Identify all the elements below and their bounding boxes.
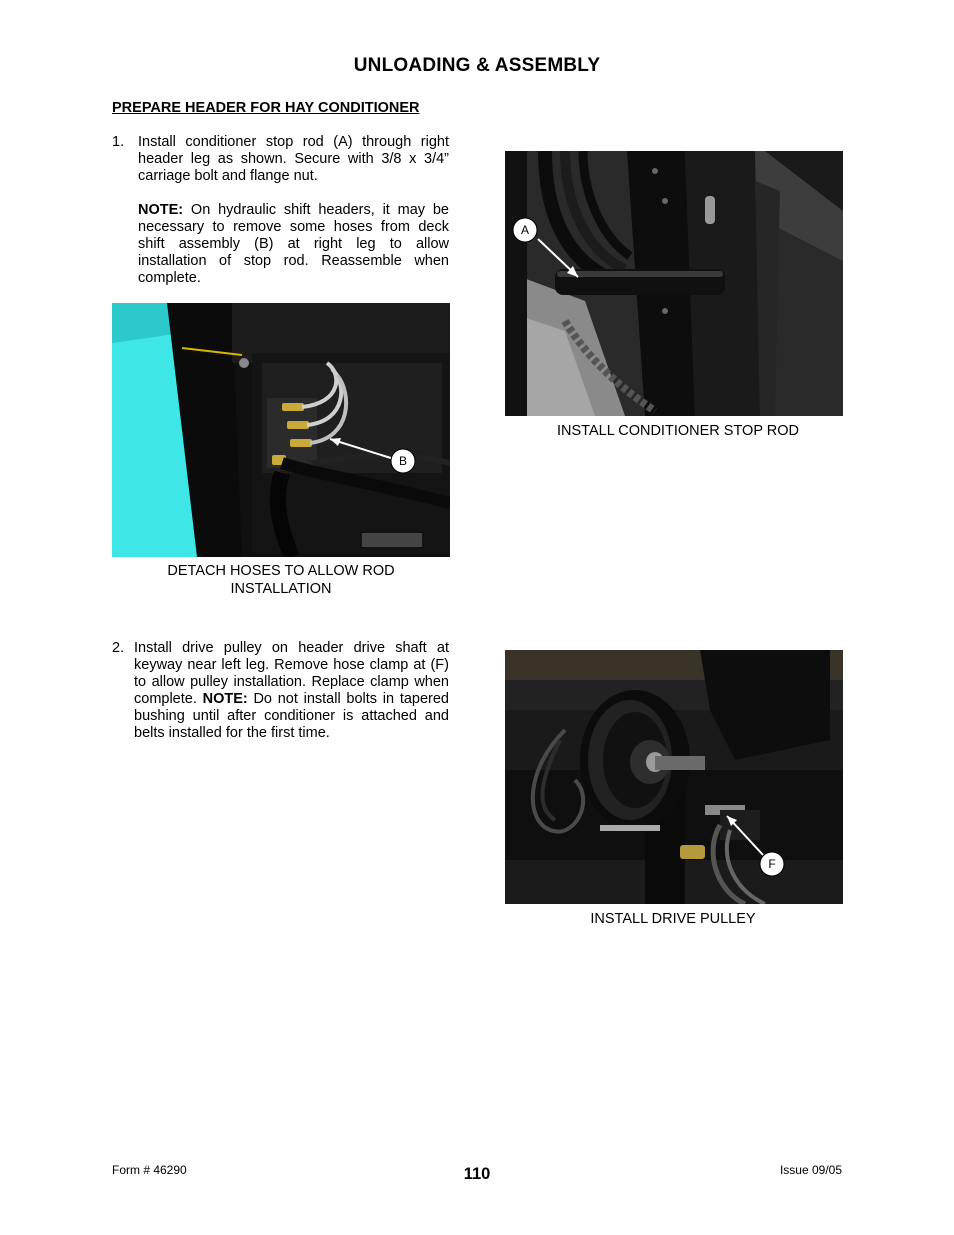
step-1-note [138, 202, 449, 287]
photo-drive-pulley [505, 650, 843, 904]
page-title: UNLOADING & ASSEMBLY [353, 55, 601, 76]
page-number: 110 [463, 1165, 491, 1183]
step-1-note-label: NOTE: [138, 202, 184, 218]
step-1-text: Install conditioner stop rod (A) through right header leg as shown. Secure with 3/8 x 3/4” carriage bolt and flange nut. [138, 134, 449, 184]
caption-drive-pulley: INSTALL DRIVE PULLEY [590, 911, 756, 927]
step-2-note-text: Do not install bolts in tapered bushing until after conditioner is attached and belts installed for the first time. [134, 691, 449, 741]
callout-f: F [768, 857, 776, 871]
step-1-number: 1. [112, 134, 125, 150]
step-1-note-text: On hydraulic shift headers, it may be necessary to remove some hoses from deck shift assembly (B) at right leg to allow installation of stop rod. Reassemble when complete. [138, 202, 449, 286]
section-heading: PREPARE HEADER FOR HAY CONDITIONER [112, 100, 420, 116]
photo-conditioner-stop-rod [505, 151, 843, 416]
step-2-text: Install drive pulley on header drive shaft at keyway near left leg. Remove hose clamp at (F) to allow pulley installation. Replace clamp when complete. [134, 640, 449, 707]
caption-detach-hoses-line2: INSTALLATION [230, 581, 332, 597]
step-2-note-label: NOTE: [202, 691, 248, 707]
step-1 [112, 134, 449, 294]
callout-a: A [520, 223, 530, 237]
photo-detach-hoses [112, 303, 450, 557]
caption-stop-rod: INSTALL CONDITIONER STOP ROD [557, 423, 799, 439]
step-2 [112, 640, 449, 750]
step-2-number: 2. [112, 640, 125, 656]
footer-issue: Issue 09/05 [779, 1163, 842, 1177]
caption-detach-hoses [112, 562, 450, 598]
caption-detach-hoses-line1: DETACH HOSES TO ALLOW ROD [167, 563, 395, 579]
callout-b: B [398, 454, 408, 468]
footer-form-number: Form # 46290 [112, 1163, 187, 1177]
